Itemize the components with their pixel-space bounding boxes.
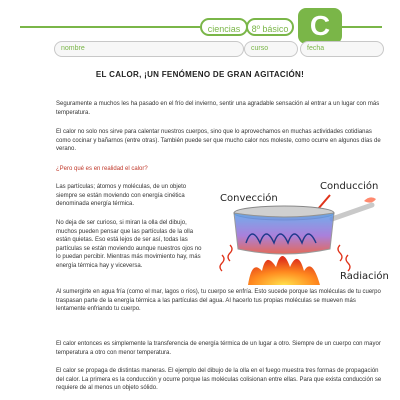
conduction-arrow — [318, 195, 330, 209]
name-field[interactable] — [54, 41, 244, 57]
date-field-label: fecha — [307, 45, 325, 52]
pot-handle — [332, 205, 372, 219]
course-field[interactable] — [244, 41, 298, 57]
grade-pill: 8º básico — [246, 18, 294, 36]
paragraph-particles: Las partículas; átomos y moléculas, de un objeto siempre se están moviendo con energía cinética denominada energía térmica. — [56, 184, 187, 208]
header-line-right — [342, 26, 382, 28]
course-field-label: curso — [251, 45, 269, 52]
paragraph-heat-definition: El calor entonces es simplemente la transferencia de energía térmica de un lugar a otro. Siempre de un cuerpo con mayor temperatura a otro con menor temperatura. — [56, 341, 381, 356]
question-heading: ¿Pero qué es en realidad el calor? — [56, 166, 148, 172]
paragraph-intro: Seguramente a muchos les ha pasado en el frío del invierno, sentir una agradable sensación al entrar a un lugar con más temperatura. — [56, 101, 380, 116]
page-title: EL CALOR, ¡UN FENÓMENO DE GRAN AGITACIÓN! — [95, 70, 305, 79]
convection-label: Convección — [220, 193, 278, 204]
fire-icon — [248, 256, 320, 285]
radiation-label: Radiación — [340, 271, 389, 282]
pot-body — [234, 213, 334, 254]
subject-pill: ciencias — [200, 18, 248, 36]
heat-transfer-illustration — [212, 175, 392, 285]
paragraph-pot: No deja de ser curioso, si miran la olla del dibujo, muchos pueden pensar que las partículas de la olla están quietas. Eso está lejos de ser así, todas las partículas se están moviendo aunque nuestros ojos no lo puedan percibir. Mientras más movimiento hay, más energía térmica hay y viceversa. — [56, 220, 202, 269]
paragraph-uses: El calor no solo nos sirve para calentar nuestros cuerpos, sino que lo aprovechamos en muchas actividades cotidianas como cocinar y bañarnos (entre otras). También puede ser que mucho calor nos moleste, como ocurre en algunos días de verano. — [56, 129, 381, 153]
header-line-left — [20, 26, 200, 28]
hot-handle-glow — [364, 197, 376, 202]
paragraph-cold-water: Al sumergirte en agua fría (como el mar, lagos o ríos), tu cuerpo se enfría. Esto sucede porque las moléculas de tu cuerpo traspasan parte de la energía térmica a las partículas del agua. Al hacerlo tus propias moléculas se mueven más lentamente enfriando tu cuerpo. — [56, 289, 381, 313]
conduction-label: Conducción — [320, 181, 379, 192]
paragraph-propagation: El calor se propaga de distintas maneras. El ejemplo del dibujo de la olla en el fuego muestra tres formas de propagación del calor. La primera es la conducción y ocurre porque las moléculas colisionan entre ellas. Para que exista conducción se requiere de al menos un objeto sólido. — [56, 368, 382, 392]
name-field-label: nombre — [61, 45, 85, 52]
date-field[interactable] — [300, 41, 384, 57]
subject-badge: C — [298, 8, 342, 44]
